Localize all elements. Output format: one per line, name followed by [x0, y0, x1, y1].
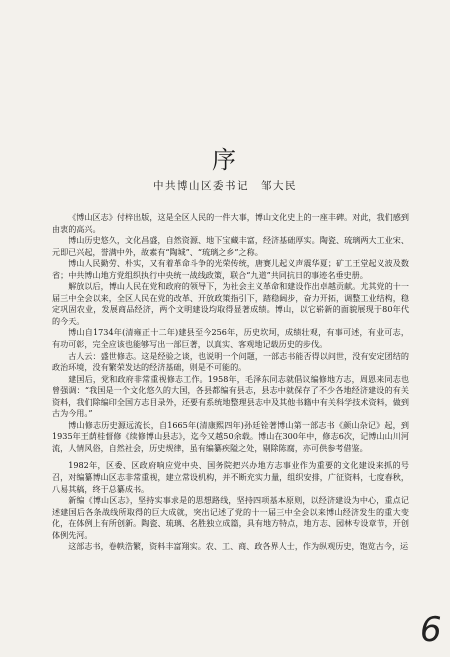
page-number: 6	[420, 610, 442, 650]
paragraph: 博山自1734年(清雍正十二年)建县至今256年，历史坎坷，成绩壮观，有事可述，有业可志，有功可彰，完全应该也能够写出一部巨著，以真实、客观地记载历史的步伐。	[52, 327, 409, 350]
author-line: 中共博山区委书记 邹大民	[153, 180, 297, 192]
paragraph: 博山人民勤劳、朴实，又有着革命斗争的光荣传统，唐赛儿起义声震华夏；矿工王堂起义波及数省；中共博山地方党组织执行中央统一战线政策，联合“九道”共同抗日的事迹名垂史册。	[52, 258, 409, 280]
preface-title: 序	[212, 146, 238, 174]
paragraph: 建国后，党和政府非常重视修志工作。1958年，毛泽东同志就倡议编修地方志，周恩来同志也曾强调：“我国是一个文化悠久的大国，各县都编有县志，县志中就保存了不少各地经济建设的有关资料，我们除编印全国方志目录外，还要有系统地整理县志中及其他书籍中有关科学技术资料，做到古为今用。”	[52, 373, 409, 419]
paragraph: 解放以后，博山人民在党和政府的领导下，为社会主义革命和建设作出卓越贡献。尤其党的十一届三中全会以来，全区人民在党的改革、开放政策指引下，踏稳阔步，奋力开拓，调整工业结构，稳定巩固农业，发展商品经济，两个文明建设均取得显著成绩。博山，以它崭新的面貌展现于80年代的今天。	[52, 281, 409, 326]
paragraph: 新编《博山区志》，坚持实事求是的思想路线，坚持四项基本原则，以经济建设为中心，重点记述建国后各条战线所取得的巨大成就，突出记述了党的十一届三中全会以来博山经济发生的重大变化，在体例上有所创新。陶瓷、琉璃、名胜独立成篇，具有地方特点，地方志、园林专设章节，开创体例先河。	[52, 495, 409, 540]
body-text	[52, 212, 409, 553]
paragraph: 古人云：盛世修志。这是经验之谈，也说明一个问题，一部志书能否得以问世，没有安定团结的政治环境，没有繁荣发达的经济基础，则是不可能的。	[52, 350, 409, 373]
paragraph: 博山历史悠久，文化昌盛，自然资源、地下宝藏丰富，经济基础厚实。陶瓷、琉璃两大工业宋、元即已兴起，誉满中外，故素有“陶城”、“琉璃之乡”之称。	[52, 235, 409, 257]
paragraph: 博山修志历史源远流长，自1665年(清康熙四年)孙廷铨著博山第一部志书《颜山杂记》起，到1935年王荫桂督修《续修博山县志》，迄今又越50余载。博山在300年中，修志6次，记博山山川河流，人情风俗，自然社会，历史规律，虽有编纂疾隘之处，剔除陈腐，亦可供参考借鉴。	[52, 419, 409, 453]
paragraph: 1982年，区委、区政府响应党中央、国务院把兴办地方志事业作为重要的文化建设来抓的号召，对编纂博山区志非常重视，建立常设机构，并不断充实力量，组织安排，广征资料，七度春秋，八易其稿，终于总纂成书。	[52, 460, 409, 494]
paragraph: 《博山区志》付梓出版，这是全区人民的一件大事，博山文化史上的一座丰碑。对此，我们感到由衷的高兴。	[52, 212, 409, 234]
paragraph: 这部志书，卷帙浩繁，资料丰富翔实。农、工、商、政各界人士，作为纵观历史，饱览古今，运	[68, 541, 409, 552]
